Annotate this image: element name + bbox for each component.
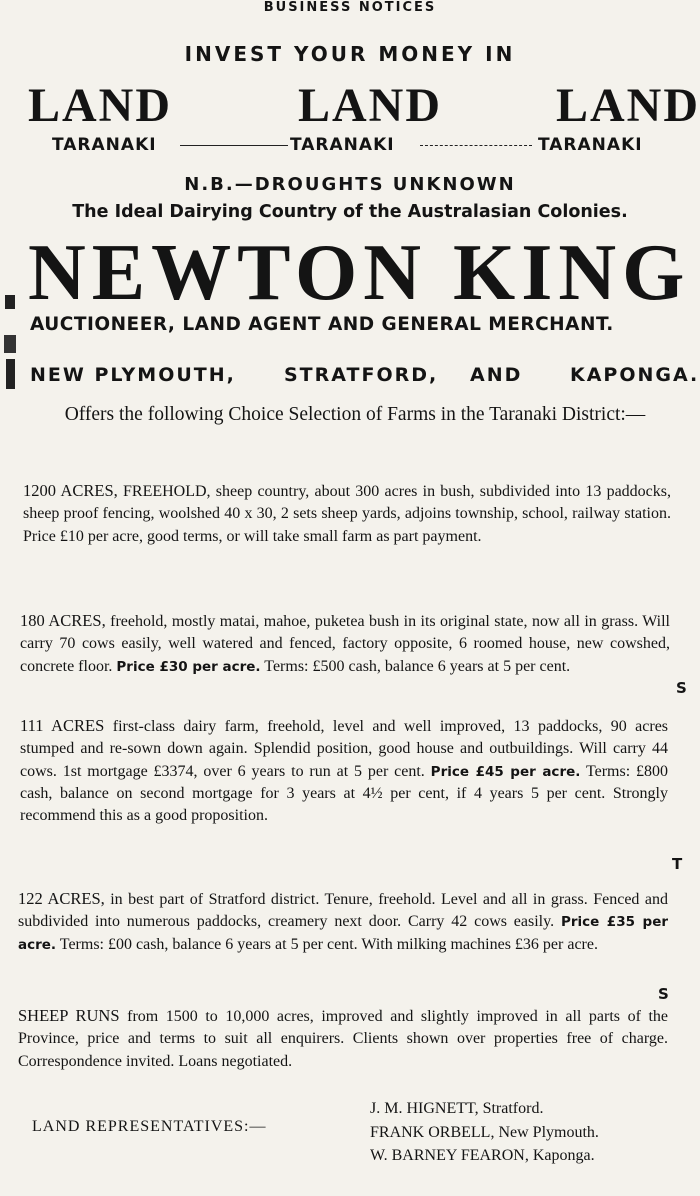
representative-name: FRANK ORBELL, New Plymouth.	[370, 1124, 599, 1141]
sheep-runs-paragraph	[18, 1005, 668, 1073]
listing-text: FREEHOLD, sheep country, about 300 acres in bush, subdivided into 13 paddocks, sheep proof fencing, woolshed 40 x 30, 2 sets sheep yards, adjoins township, school, railway station. Price £10 per acre, good terms, or will take small farm as part payment.	[23, 483, 672, 545]
sheep-runs-lead: SHEEP RUNS	[18, 1006, 120, 1025]
rule-divider	[420, 145, 532, 146]
location-stratford: STRATFORD,	[284, 364, 439, 386]
listing-lead: 180 ACRES,	[20, 611, 106, 630]
advertiser-title: AUCTIONEER, LAND AGENT AND GENERAL MERCHANT.	[30, 314, 614, 335]
listing-terms: Terms: £00 cash, balance 6 years at 5 per cent. With milking machines £36 per acre.	[59, 935, 598, 953]
taranaki-row	[0, 132, 700, 158]
location-new-plymouth: NEW PLYMOUTH,	[30, 364, 236, 386]
section-header: BUSINESS NOTICES	[263, 0, 437, 15]
land-word-1: LAND	[28, 79, 173, 132]
land-word-2: LAND	[298, 79, 443, 132]
listing-lead: 111 ACRES	[20, 716, 105, 735]
margin-letter: S	[676, 679, 687, 697]
advertiser-name: NEWTON KING	[28, 229, 691, 317]
listing-text: freehold, mostly matai, mahoe, puketea bush in its original state, now all in grass. Will carry 70 cows easily, well watered and fenced, factory opposite, 6 roomed house, new cowshed, concrete floor.	[20, 613, 670, 675]
land-word-3: LAND	[556, 79, 700, 132]
listing-terms: Terms: £800 cash, balance on second mortgage for 3 years at 4½ per cent, if 4 years 5 per cent. Strongly recommend this as a good proposition.	[20, 762, 669, 825]
nb-line: N.B.—DROUGHTS UNKNOWN	[184, 174, 516, 195]
sheep-runs-text: from 1500 to 10,000 acres, improved and slightly improved in all parts of the Province, price and terms to suit all enquirers. Clients shown over properties free of charge. Correspondence invited. Loans negotiated.	[18, 1008, 669, 1070]
locations-row	[0, 361, 700, 389]
listing-lead: 122 ACRES,	[18, 889, 105, 908]
listing-price: Price £35 per acre.	[18, 914, 669, 953]
listing-lead: 1200 ACRES,	[23, 481, 118, 500]
rule-divider	[180, 145, 288, 146]
margin-letter: T	[672, 855, 683, 873]
taranaki-word-3: TARANAKI	[538, 135, 643, 155]
land-row	[0, 78, 700, 134]
taranaki-word-2: TARANAKI	[290, 135, 395, 155]
listing-price: Price £30 per acre.	[116, 658, 261, 675]
location-and: AND	[470, 364, 523, 386]
listing-text: first-class dairy farm, freehold, level and well improved, 13 paddocks, 90 acres stumped and re-sown down again. Splendid position, good house and outbuildings. Will carry 44 cows. 1st mortgage £3374, over 6 years to run at 5 per cent.	[20, 718, 669, 780]
offers-line: Offers the following Choice Selection of Farms in the Taranaki District:—	[64, 404, 646, 425]
margin-letter: S	[658, 985, 669, 1003]
representatives-label: LAND REPRESENTATIVES:—	[32, 1118, 267, 1135]
listing-1200-acres	[23, 480, 671, 548]
listing-price: Price £45 per acre.	[430, 763, 581, 780]
taranaki-word-1: TARANAKI	[52, 135, 157, 155]
listing-122-acres	[18, 888, 668, 956]
listing-terms: Terms: £500 cash, balance 6 years at 5 per cent.	[264, 657, 571, 675]
location-kaponga: KAPONGA.	[570, 364, 700, 386]
ideal-line: The Ideal Dairying Country of the Australasian Colonies.	[72, 202, 628, 222]
listing-111-acres	[20, 715, 668, 827]
representative-name: J. M. HIGNETT, Stratford.	[370, 1100, 544, 1117]
listing-text: in best part of Stratford district. Tenure, freehold. Level and all in grass. Fenced and subdivided into numerous paddocks, creamery next door. Carry 42 cows easily.	[18, 891, 668, 931]
representative-name: W. BARNEY FEARON, Kaponga.	[370, 1147, 595, 1164]
invest-headline: INVEST YOUR MONEY IN	[184, 42, 516, 66]
listing-180-acres	[20, 610, 670, 678]
